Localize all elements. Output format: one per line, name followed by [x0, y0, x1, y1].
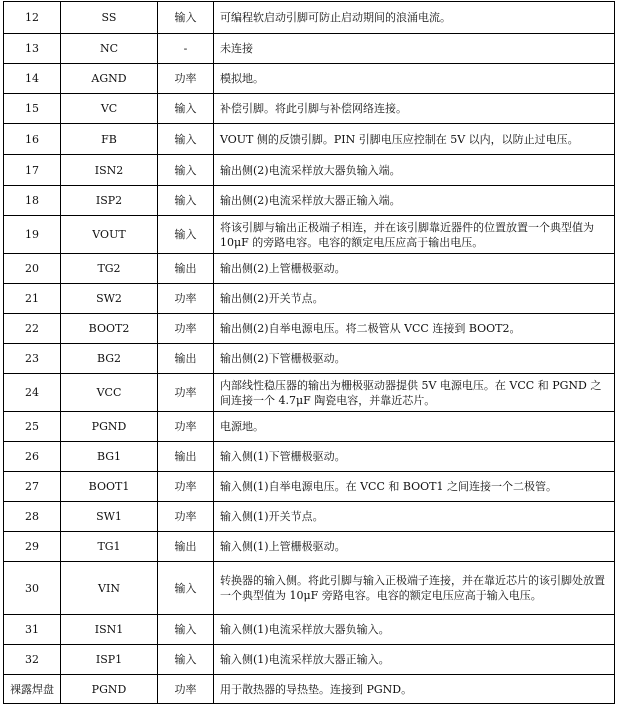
pin-description: 输入侧(1)下管栅极驱动。: [214, 442, 615, 472]
pin-type: 功率: [158, 284, 214, 314]
table-row: [4, 615, 615, 645]
pin-name: BG1: [61, 442, 158, 472]
pin-description: 输出侧(2)电流采样放大器正输入端。: [214, 186, 615, 216]
pin-name: ISN1: [61, 615, 158, 645]
table-row: [4, 216, 615, 254]
pin-type: 功率: [158, 472, 214, 502]
pin-name: BG2: [61, 344, 158, 374]
pin-number: 14: [4, 64, 61, 94]
pin-name: FB: [61, 124, 158, 155]
pin-description: 用于散热器的导热垫。连接到 PGND。: [214, 675, 615, 704]
pin-description: 输入侧(1)电流采样放大器负输入。: [214, 615, 615, 645]
pin-type: 输入: [158, 645, 214, 675]
pin-description: 输入侧(1)上管栅极驱动。: [214, 532, 615, 562]
pin-number: 17: [4, 155, 61, 186]
pin-number: 21: [4, 284, 61, 314]
table-row: [4, 412, 615, 442]
pin-description: 内部线性稳压器的输出为栅极驱动器提供 5V 电源电压。在 VCC 和 PGND 之间连接一个 4.7μF 陶瓷电容，并靠近芯片。: [214, 374, 615, 412]
pin-number: 20: [4, 254, 61, 284]
pin-number: 26: [4, 442, 61, 472]
pin-type: 输出: [158, 442, 214, 472]
table-row: [4, 562, 615, 615]
pin-description: 输出侧(2)电流采样放大器负输入端。: [214, 155, 615, 186]
pin-type: 功率: [158, 502, 214, 532]
pin-name: VOUT: [61, 216, 158, 254]
pin-number: 32: [4, 645, 61, 675]
table-row: [4, 186, 615, 216]
pin-type: -: [158, 34, 214, 64]
pin-name: VC: [61, 94, 158, 124]
pin-description: 输入侧(1)自举电源电压。在 VCC 和 BOOT1 之间连接一个二极管。: [214, 472, 615, 502]
pin-type: 功率: [158, 314, 214, 344]
table-row: [4, 675, 615, 704]
table-row: [4, 124, 615, 155]
pin-number: 30: [4, 562, 61, 615]
pin-number: 16: [4, 124, 61, 155]
pin-type: 功率: [158, 64, 214, 94]
pin-number: 29: [4, 532, 61, 562]
table-row: [4, 344, 615, 374]
pin-name: AGND: [61, 64, 158, 94]
table-row: [4, 34, 615, 64]
pin-description: 输入侧(1)开关节点。: [214, 502, 615, 532]
pin-number: 19: [4, 216, 61, 254]
table-row: [4, 645, 615, 675]
pin-type: 输入: [158, 94, 214, 124]
pin-description: 补偿引脚。将此引脚与补偿网络连接。: [214, 94, 615, 124]
pin-number: 12: [4, 2, 61, 34]
pin-description: 将该引脚与输出正极端子相连，并在该引脚靠近器件的位置放置一个典型值为 10μF 的旁路电容。电容的额定电压应高于输出电压。: [214, 216, 615, 254]
pin-type: 输入: [158, 124, 214, 155]
pin-type: 功率: [158, 675, 214, 704]
pin-type: 输入: [158, 2, 214, 34]
pin-type: 输入: [158, 216, 214, 254]
table-row: [4, 155, 615, 186]
pin-number: 28: [4, 502, 61, 532]
pin-description-table: [3, 1, 615, 704]
table-row: [4, 532, 615, 562]
table-row: [4, 472, 615, 502]
pin-description: 可编程软启动引脚可防止启动期间的浪涌电流。: [214, 2, 615, 34]
pin-type: 功率: [158, 374, 214, 412]
pin-description: 输出侧(2)下管栅极驱动。: [214, 344, 615, 374]
pin-name: VIN: [61, 562, 158, 615]
pin-type: 输入: [158, 186, 214, 216]
pin-description: VOUT 侧的反馈引脚。PIN 引脚电压应控制在 5V 以内，以防止过电压。: [214, 124, 615, 155]
pin-name: TG1: [61, 532, 158, 562]
pin-number: 23: [4, 344, 61, 374]
pin-number: 裸露焊盘: [4, 675, 61, 704]
pin-description: 输出侧(2)上管栅极驱动。: [214, 254, 615, 284]
table-row: [4, 442, 615, 472]
pin-number: 15: [4, 94, 61, 124]
pin-type: 输出: [158, 532, 214, 562]
pin-description: 模拟地。: [214, 64, 615, 94]
pin-name: ISN2: [61, 155, 158, 186]
pin-name: PGND: [61, 412, 158, 442]
pin-number: 22: [4, 314, 61, 344]
pin-description: 输入侧(1)电流采样放大器正输入。: [214, 645, 615, 675]
pin-type: 输出: [158, 254, 214, 284]
table-row: [4, 374, 615, 412]
pin-description: 输出侧(2)自举电源电压。将二极管从 VCC 连接到 BOOT2。: [214, 314, 615, 344]
table-row: [4, 314, 615, 344]
table-row: [4, 2, 615, 34]
table-row: [4, 502, 615, 532]
pin-type: 功率: [158, 412, 214, 442]
pin-name: SW1: [61, 502, 158, 532]
table-row: [4, 64, 615, 94]
pin-number: 18: [4, 186, 61, 216]
pin-type: 输入: [158, 562, 214, 615]
pin-description: 未连接: [214, 34, 615, 64]
pin-name: NC: [61, 34, 158, 64]
pin-name: VCC: [61, 374, 158, 412]
pin-type: 输入: [158, 615, 214, 645]
pin-number: 31: [4, 615, 61, 645]
table-row: [4, 254, 615, 284]
table-row: [4, 284, 615, 314]
pin-type: 输出: [158, 344, 214, 374]
pin-description: 电源地。: [214, 412, 615, 442]
pin-name: TG2: [61, 254, 158, 284]
pin-name: PGND: [61, 675, 158, 704]
pin-name: SW2: [61, 284, 158, 314]
pin-number: 25: [4, 412, 61, 442]
pin-type: 输入: [158, 155, 214, 186]
pin-name: ISP1: [61, 645, 158, 675]
pin-description: 输出侧(2)开关节点。: [214, 284, 615, 314]
pin-name: BOOT2: [61, 314, 158, 344]
pin-name: BOOT1: [61, 472, 158, 502]
pin-number: 24: [4, 374, 61, 412]
pin-name: ISP2: [61, 186, 158, 216]
pin-description: 转换器的输入侧。将此引脚与输入正极端子连接，并在靠近芯片的该引脚处放置一个典型值为 10μF 旁路电容。电容的额定电压应高于输入电压。: [214, 562, 615, 615]
pin-number: 27: [4, 472, 61, 502]
table-row: [4, 94, 615, 124]
pin-number: 13: [4, 34, 61, 64]
pin-name: SS: [61, 2, 158, 34]
